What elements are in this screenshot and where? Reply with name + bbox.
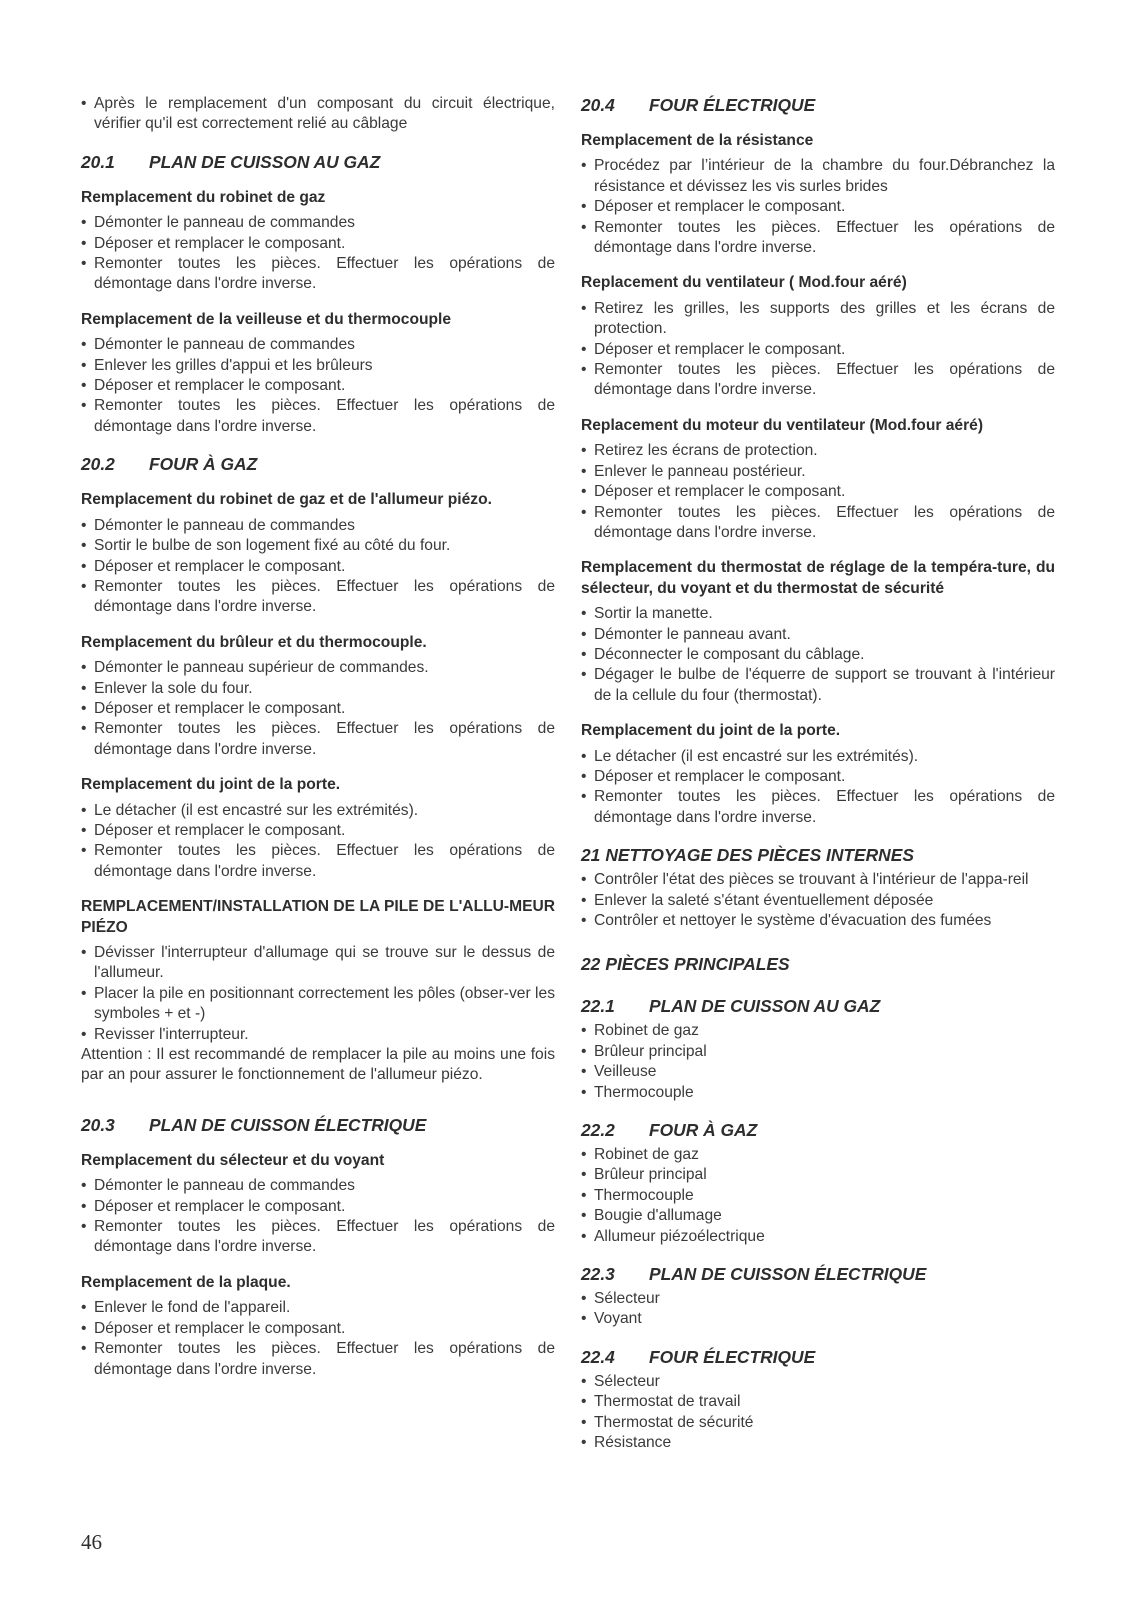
section-heading-20-4 xyxy=(581,94,1055,116)
section-number: 20.1 xyxy=(81,151,115,172)
list-item xyxy=(81,213,555,233)
section-title: PLAN DE CUISSON AU GAZ xyxy=(649,996,881,1017)
list-item xyxy=(581,156,1055,197)
bullet-icon: • xyxy=(581,1227,587,1245)
bullet-icon: • xyxy=(581,1413,587,1431)
section-heading-22 xyxy=(581,953,1055,975)
list-item xyxy=(81,254,555,295)
bullet-list xyxy=(81,516,555,618)
section-heading-20-1 xyxy=(81,151,555,173)
section-heading-22-3 xyxy=(581,1263,1055,1285)
list-item-text: Enlever le panneau postérieur. xyxy=(594,462,806,480)
bullet-icon: • xyxy=(581,1310,587,1328)
list-item-text: Démonter le panneau de commandes xyxy=(94,336,355,354)
list-item-text: Démonter le panneau supérieur de commandes. xyxy=(94,659,429,677)
subheading: Remplacement du joint de la porte. xyxy=(81,776,341,794)
list-item xyxy=(81,536,555,556)
list-item xyxy=(81,335,555,355)
bullet-icon: • xyxy=(581,1146,587,1164)
list-item-text: Thermostat de sécurité xyxy=(594,1413,754,1431)
section-title: FOUR À GAZ xyxy=(149,454,258,475)
section-heading-22-1 xyxy=(581,995,1055,1017)
bullet-icon: • xyxy=(581,891,587,909)
bullet-icon: • xyxy=(81,557,87,575)
list-item xyxy=(81,557,555,577)
bullet-icon: • xyxy=(81,1218,87,1236)
list-item-text: Enlever la sole du four. xyxy=(94,679,253,697)
bullet-icon: • xyxy=(81,720,87,738)
bullet-list xyxy=(581,1145,1055,1247)
list-item-text: Thermocouple xyxy=(594,1186,694,1204)
list-item-text: Retirez les écrans de protection. xyxy=(594,442,818,460)
list-item xyxy=(81,396,555,437)
list-item-text: Revisser l'interrupteur. xyxy=(94,1025,249,1043)
list-item xyxy=(81,376,555,396)
section-heading-20-3 xyxy=(81,1114,555,1136)
list-item xyxy=(581,1372,1055,1392)
list-item-text: Brûleur principal xyxy=(594,1166,707,1184)
list-item-text: Déposer et remplacer le composant. xyxy=(94,1197,346,1215)
list-item xyxy=(81,658,555,678)
list-item-text: Remonter toutes les pièces. Effectuer les opérations de démontage dans l'ordre inverse. xyxy=(94,842,555,880)
bullet-icon: • xyxy=(81,95,87,112)
list-item xyxy=(81,984,555,1025)
list-item-text: Remonter toutes les pièces. Effectuer les opérations de démontage dans l'ordre inverse. xyxy=(94,255,555,293)
list-item xyxy=(581,482,1055,502)
subheading: Replacement du ventilateur ( Mod.four aéré) xyxy=(581,274,907,292)
list-item-text: Robinet de gaz xyxy=(594,1146,699,1164)
left-column xyxy=(81,94,555,1380)
subheading: Remplacement du sélecteur et du voyant xyxy=(81,1151,385,1169)
bullet-list xyxy=(81,658,555,760)
list-item xyxy=(81,1176,555,1196)
bullet-icon: • xyxy=(581,767,587,785)
list-item xyxy=(581,1165,1055,1185)
bullet-icon: • xyxy=(581,1083,587,1101)
section-number: 22.3 xyxy=(581,1264,615,1285)
bullet-icon: • xyxy=(581,1063,587,1081)
list-item xyxy=(581,1413,1055,1433)
section-heading-20-2 xyxy=(81,453,555,475)
list-item-text: Déposer et remplacer le composant. xyxy=(94,234,346,252)
list-item-text: Déposer et remplacer le composant. xyxy=(594,340,846,358)
list-item xyxy=(581,340,1055,360)
bullet-icon: • xyxy=(81,984,87,1002)
bullet-list xyxy=(581,156,1055,258)
bullet-icon: • xyxy=(81,234,87,252)
bullet-icon: • xyxy=(581,788,587,806)
list-item xyxy=(81,699,555,719)
list-item-text: Remonter toutes les pièces. Effectuer les opérations de démontage dans l'ordre inverse. xyxy=(594,788,1055,826)
list-item xyxy=(581,747,1055,767)
list-item-text: Contrôler l'état des pièces se trouvant à l'intérieur de l'appa-reil xyxy=(594,871,1029,889)
section-number: 22.1 xyxy=(581,996,615,1017)
list-item xyxy=(81,516,555,536)
subheading: Remplacement de la plaque. xyxy=(81,1273,291,1291)
section-heading-21 xyxy=(581,844,1055,866)
section-number: 20.3 xyxy=(81,1114,115,1135)
subheading: Remplacement du robinet de gaz et de l'allumeur piézo. xyxy=(81,491,492,509)
bullet-icon: • xyxy=(581,666,587,684)
list-item xyxy=(81,801,555,821)
list-item xyxy=(581,665,1055,706)
list-item xyxy=(581,441,1055,461)
bullet-icon: • xyxy=(581,1372,587,1390)
list-item-text: Le détacher (il est encastré sur les extrémités). xyxy=(94,801,419,819)
bullet-list xyxy=(81,943,555,1045)
bullet-icon: • xyxy=(581,747,587,765)
list-item xyxy=(81,1298,555,1318)
bullet-icon: • xyxy=(581,483,587,501)
list-item-text: Après le remplacement d'un composant du circuit électrique, vérifier qu'il est correctement relié au câblage xyxy=(94,95,555,133)
section-title: FOUR ÉLECTRIQUE xyxy=(649,95,816,115)
list-item xyxy=(581,1042,1055,1062)
list-item xyxy=(581,299,1055,340)
list-item xyxy=(81,356,555,376)
list-item-text: Remonter toutes les pièces. Effectuer les opérations de démontage dans l'ordre inverse. xyxy=(94,1340,555,1378)
bullet-icon: • xyxy=(81,516,87,534)
bullet-list xyxy=(581,1021,1055,1103)
list-item-text: Enlever la saleté s'étant éventuellement déposée xyxy=(594,891,934,909)
list-item xyxy=(581,911,1055,931)
list-item xyxy=(581,503,1055,544)
list-item xyxy=(581,1186,1055,1206)
section-number: 20.2 xyxy=(81,454,115,475)
list-item-text: Thermostat de travail xyxy=(594,1393,741,1411)
list-item xyxy=(581,360,1055,401)
section-title: NETTOYAGE DES PIÈCES INTERNES xyxy=(605,845,914,866)
list-item xyxy=(581,1083,1055,1103)
bullet-icon: • xyxy=(581,625,587,643)
list-item-text: Veilleuse xyxy=(594,1063,657,1081)
list-item-text: Résistance xyxy=(594,1434,672,1452)
bullet-icon: • xyxy=(581,340,587,358)
bullet-list xyxy=(581,441,1055,543)
bullet-icon: • xyxy=(81,336,87,354)
bullet-icon: • xyxy=(581,198,587,216)
bullet-list xyxy=(81,801,555,883)
list-item xyxy=(81,1319,555,1339)
bullet-list xyxy=(81,335,555,437)
bullet-icon: • xyxy=(81,255,87,273)
list-item-text: Placer la pile en positionnant correctement les pôles (obser-ver les symboles + et -) xyxy=(94,984,555,1023)
list-item xyxy=(581,1227,1055,1247)
list-item xyxy=(581,1021,1055,1041)
list-item xyxy=(581,1206,1055,1226)
subheading: Remplacement du robinet de gaz xyxy=(81,188,326,206)
list-item xyxy=(581,1433,1055,1453)
list-item-text: Remonter toutes les pièces. Effectuer les opérations de démontage dans l'ordre inverse. xyxy=(94,1218,555,1256)
page-number: 46 xyxy=(81,1530,102,1554)
list-item-text: Déposer et remplacer le composant. xyxy=(594,767,846,785)
bullet-icon: • xyxy=(81,842,87,860)
bullet-list xyxy=(581,604,1055,706)
list-item-text: Déposer et remplacer le composant. xyxy=(94,557,346,575)
bullet-icon: • xyxy=(81,1025,87,1043)
section-number: 20.4 xyxy=(581,95,615,115)
subheading: Replacement du moteur du ventilateur (Mod.four aéré) xyxy=(581,416,984,434)
section-title: PLAN DE CUISSON ÉLECTRIQUE xyxy=(649,1264,927,1285)
section-number: 22.2 xyxy=(581,1120,615,1141)
list-item-text: Déposer et remplacer le composant. xyxy=(94,699,346,717)
list-item xyxy=(581,1309,1055,1329)
bullet-icon: • xyxy=(81,1177,87,1195)
bullet-list xyxy=(581,747,1055,829)
bullet-icon: • xyxy=(81,214,87,232)
bullet-icon: • xyxy=(81,1319,87,1337)
bullet-list xyxy=(581,299,1055,401)
bullet-icon: • xyxy=(581,1042,587,1060)
list-item xyxy=(581,218,1055,259)
subheading: REMPLACEMENT/INSTALLATION DE LA PILE DE L'ALLU-MEUR PIÉZO xyxy=(81,898,555,936)
list-item xyxy=(581,462,1055,482)
bullet-icon: • xyxy=(581,442,587,460)
list-item xyxy=(581,767,1055,787)
list-item-text: Dévisser l'interrupteur d'allumage qui se trouve sur le dessus de l'allumeur. xyxy=(94,944,555,982)
bullet-icon: • xyxy=(581,1393,587,1411)
list-item-text: Remonter toutes les pièces. Effectuer les opérations de démontage dans l'ordre inverse. xyxy=(594,503,1055,541)
bullet-list xyxy=(81,213,555,295)
list-item-text: Sélecteur xyxy=(594,1372,660,1390)
list-item-text: Dégager le bulbe de l'équerre de support se trouvant à l'intérieur de la cellule du four (thermostat). xyxy=(594,666,1055,704)
section-title: PLAN DE CUISSON AU GAZ xyxy=(149,151,381,172)
list-item xyxy=(81,1197,555,1217)
bullet-icon: • xyxy=(81,801,87,819)
subheading: Remplacement du brûleur et du thermocouple. xyxy=(81,633,427,651)
section-title: FOUR À GAZ xyxy=(649,1120,758,1141)
list-item-text: Démonter le panneau avant. xyxy=(594,625,791,643)
list-item-text: Remonter toutes les pièces. Effectuer les opérations de démontage dans l'ordre inverse. xyxy=(94,720,555,758)
bullet-list xyxy=(81,1298,555,1380)
section-number: 22 xyxy=(581,954,601,975)
bullet-icon: • xyxy=(81,699,87,717)
list-item xyxy=(581,625,1055,645)
list-item-text: Sélecteur xyxy=(594,1290,660,1308)
bullet-icon: • xyxy=(81,1197,87,1215)
bullet-icon: • xyxy=(581,1166,587,1184)
list-item xyxy=(81,719,555,760)
list-item-text: Le détacher (il est encastré sur les extrémités). xyxy=(594,747,919,765)
list-item-text: Robinet de gaz xyxy=(594,1022,699,1040)
list-item-text: Bougie d'allumage xyxy=(594,1207,722,1225)
list-item xyxy=(581,1145,1055,1165)
section-number: 22.4 xyxy=(581,1346,615,1367)
list-item-text: Remonter toutes les pièces. Effectuer les opérations de démontage dans l'ordre inverse. xyxy=(594,218,1055,257)
section-heading-22-2 xyxy=(581,1119,1055,1141)
list-item-text: Démonter le panneau de commandes xyxy=(94,214,355,232)
list-item xyxy=(581,891,1055,911)
list-item xyxy=(81,679,555,699)
bullet-icon: • xyxy=(81,659,87,677)
list-item-text: Enlever les grilles d'appui et les brûleurs xyxy=(94,356,373,374)
list-item xyxy=(81,234,555,254)
bullet-icon: • xyxy=(81,356,87,374)
bullet-list xyxy=(81,94,555,135)
list-item xyxy=(581,1289,1055,1309)
list-item xyxy=(581,870,1055,890)
list-item xyxy=(81,94,555,135)
subheading: Remplacement de la veilleuse et du thermocouple xyxy=(81,310,452,328)
section-number: 21 xyxy=(581,845,601,866)
bullet-icon: • xyxy=(581,462,587,480)
list-item xyxy=(81,821,555,841)
bullet-icon: • xyxy=(581,645,587,663)
bullet-icon: • xyxy=(81,821,87,839)
bullet-icon: • xyxy=(581,1434,587,1452)
subheading: Remplacement du thermostat de réglage de la tempéra-ture, du sélecteur, du voyant et du thermostat de sécurité xyxy=(581,559,1055,597)
list-item-text: Déposer et remplacer le composant. xyxy=(94,1319,346,1337)
bullet-icon: • xyxy=(81,1299,87,1317)
list-item xyxy=(581,645,1055,665)
list-item xyxy=(81,1339,555,1380)
list-item-text: Déposer et remplacer le composant. xyxy=(594,483,846,501)
list-item-text: Démonter le panneau de commandes xyxy=(94,516,355,534)
bullet-icon: • xyxy=(81,1340,87,1358)
bullet-list xyxy=(581,1372,1055,1454)
list-item xyxy=(81,1217,555,1258)
bullet-icon: • xyxy=(581,1207,587,1225)
bullet-icon: • xyxy=(581,605,587,623)
list-item-text: Déposer et remplacer le composant. xyxy=(94,821,346,839)
list-item-text: Voyant xyxy=(594,1310,642,1328)
bullet-icon: • xyxy=(81,377,87,395)
bullet-icon: • xyxy=(581,361,587,379)
list-item xyxy=(81,577,555,618)
bullet-icon: • xyxy=(81,397,87,415)
attention-note: Attention : Il est recommandé de remplacer la pile au moins une fois par an pour assurer le fonctionnement de l'allumeur piézo. xyxy=(81,1046,555,1084)
bullet-icon: • xyxy=(581,218,587,236)
right-column xyxy=(581,94,1055,1454)
section-title: PIÈCES PRINCIPALES xyxy=(605,954,790,975)
subheading: Remplacement du joint de la porte. xyxy=(581,722,841,740)
bullet-icon: • xyxy=(581,912,587,929)
section-heading-22-4 xyxy=(581,1346,1055,1368)
list-item xyxy=(581,197,1055,217)
bullet-icon: • xyxy=(581,299,587,317)
list-item-text: Remonter toutes les pièces. Effectuer les opérations de démontage dans l'ordre inverse. xyxy=(94,577,555,616)
list-item xyxy=(581,604,1055,624)
list-item-text: Démonter le panneau de commandes xyxy=(94,1177,355,1195)
bullet-icon: • xyxy=(581,503,587,521)
bullet-icon: • xyxy=(81,679,87,697)
list-item-text: Procédez par l’intérieur de la chambre du four.Débranchez la résistance et dévissez les vis surles brides xyxy=(594,157,1055,195)
list-item-text: Déposer et remplacer le composant. xyxy=(594,198,846,216)
bullet-icon: • xyxy=(581,871,587,889)
list-item xyxy=(581,1062,1055,1082)
list-item-text: Brûleur principal xyxy=(594,1042,707,1060)
list-item xyxy=(81,1025,555,1045)
bullet-icon: • xyxy=(81,577,87,595)
bullet-list xyxy=(81,1176,555,1258)
bullet-list xyxy=(581,1289,1055,1330)
list-item-text: Allumeur piézoélectrique xyxy=(594,1227,765,1245)
list-item-text: Retirez les grilles, les supports des grilles et les écrans de protection. xyxy=(594,299,1055,338)
bullet-list xyxy=(581,870,1055,931)
list-item-text: Déconnecter le composant du câblage. xyxy=(594,645,865,663)
list-item-text: Sortir la manette. xyxy=(594,605,713,623)
list-item xyxy=(81,841,555,882)
section-title: FOUR ÉLECTRIQUE xyxy=(649,1346,816,1367)
section-title: PLAN DE CUISSON ÉLECTRIQUE xyxy=(149,1114,427,1135)
list-item xyxy=(581,1392,1055,1412)
list-item xyxy=(81,943,555,984)
bullet-icon: • xyxy=(81,944,87,961)
bullet-icon: • xyxy=(581,1290,587,1308)
bullet-icon: • xyxy=(581,1186,587,1204)
bullet-icon: • xyxy=(581,1022,587,1040)
subheading: Remplacement de la résistance xyxy=(581,132,814,149)
list-item-text: Déposer et remplacer le composant. xyxy=(94,377,346,395)
list-item-text: Remonter toutes les pièces. Effectuer les opérations de démontage dans l'ordre inverse. xyxy=(94,397,555,435)
list-item-text: Enlever le fond de l'appareil. xyxy=(94,1299,291,1317)
list-item xyxy=(581,787,1055,828)
list-item-text: Sortir le bulbe de son logement fixé au côté du four. xyxy=(94,537,451,555)
list-item-text: Remonter toutes les pièces. Effectuer les opérations de démontage dans l'ordre inverse. xyxy=(594,361,1055,399)
list-item-text: Thermocouple xyxy=(594,1083,694,1101)
bullet-icon: • xyxy=(581,157,587,175)
list-item-text: Contrôler et nettoyer le système d'évacuation des fumées xyxy=(594,912,992,929)
bullet-icon: • xyxy=(81,537,87,555)
